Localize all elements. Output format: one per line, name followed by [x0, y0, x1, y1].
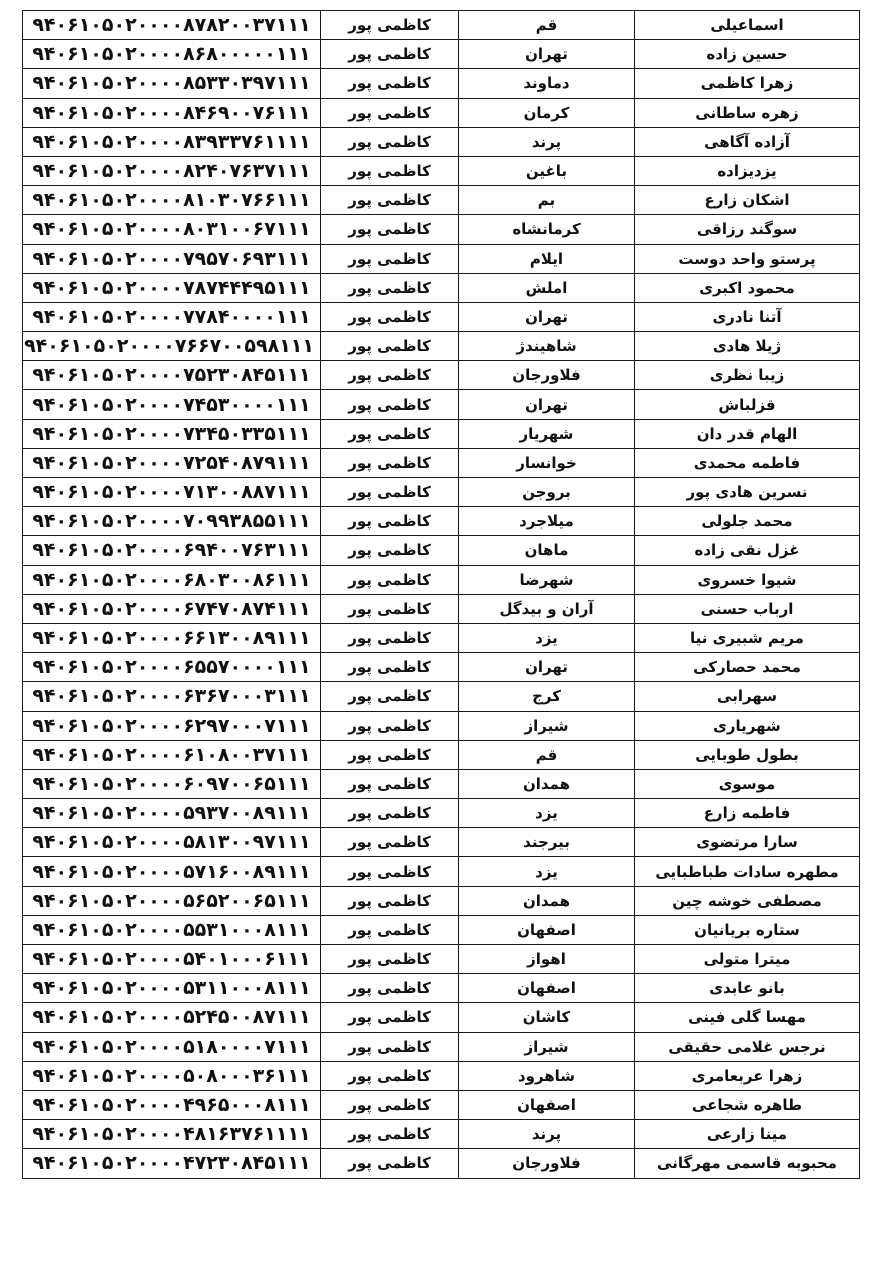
person-name-cell: طاهره شجاعی: [635, 1090, 860, 1119]
table-row: [23, 974, 860, 1003]
table-row: [23, 273, 860, 302]
person-name-cell: محبوبه قاسمی مهرگانی: [635, 1149, 860, 1178]
supervisor-cell: کاظمی پور: [321, 1003, 459, 1032]
supervisor-cell: کاظمی پور: [321, 302, 459, 331]
person-name-cell: قزلباش: [635, 390, 860, 419]
person-name-cell: سهرابی: [635, 682, 860, 711]
supervisor-cell: کاظمی پور: [321, 478, 459, 507]
table-row: [23, 857, 860, 886]
person-name-cell: مینا زارعی: [635, 1120, 860, 1149]
supervisor-cell: کاظمی پور: [321, 974, 459, 1003]
supervisor-cell: کاظمی پور: [321, 1120, 459, 1149]
supervisor-cell: کاظمی پور: [321, 565, 459, 594]
account-number-cell: ۹۴۰۶۱۰۵۰۲۰۰۰۰۵۳۱۱۰۰۰۸۱۱۱: [23, 974, 321, 1003]
person-name-cell: ارباب حسنی: [635, 594, 860, 623]
city-cell: تهران: [459, 40, 635, 69]
city-cell: پرند: [459, 127, 635, 156]
table-row: [23, 565, 860, 594]
supervisor-cell: کاظمی پور: [321, 98, 459, 127]
person-name-cell: سارا مرتضوی: [635, 828, 860, 857]
supervisor-cell: کاظمی پور: [321, 828, 459, 857]
person-name-cell: شهریاری: [635, 711, 860, 740]
person-name-cell: محمد جلولی: [635, 507, 860, 536]
table-row: [23, 98, 860, 127]
account-number-cell: ۹۴۰۶۱۰۵۰۲۰۰۰۰۸۱۰۳۰۷۶۶۱۱۱: [23, 186, 321, 215]
supervisor-cell: کاظمی پور: [321, 886, 459, 915]
account-number-cell: ۹۴۰۶۱۰۵۰۲۰۰۰۰۸۷۸۲۰۰۳۷۱۱۱: [23, 11, 321, 40]
table-row: [23, 11, 860, 40]
supervisor-cell: کاظمی پور: [321, 711, 459, 740]
account-number-cell: ۹۴۰۶۱۰۵۰۲۰۰۰۰۸۴۶۹۰۰۷۶۱۱۱: [23, 98, 321, 127]
supervisor-cell: کاظمی پور: [321, 273, 459, 302]
city-cell: کرمان: [459, 98, 635, 127]
city-cell: تهران: [459, 653, 635, 682]
person-name-cell: حسین زاده: [635, 40, 860, 69]
city-cell: باغین: [459, 156, 635, 185]
account-number-cell: ۹۴۰۶۱۰۵۰۲۰۰۰۰۸۰۳۱۰۰۶۷۱۱۱: [23, 215, 321, 244]
account-number-cell: ۹۴۰۶۱۰۵۰۲۰۰۰۰۵۲۴۵۰۰۸۷۱۱۱: [23, 1003, 321, 1032]
city-cell: ایلام: [459, 244, 635, 273]
city-cell: بم: [459, 186, 635, 215]
city-cell: پرند: [459, 1120, 635, 1149]
supervisor-cell: کاظمی پور: [321, 507, 459, 536]
supervisor-cell: کاظمی پور: [321, 40, 459, 69]
table-row: [23, 127, 860, 156]
account-number-cell: ۹۴۰۶۱۰۵۰۲۰۰۰۰۷۵۲۳۰۸۴۵۱۱۱: [23, 361, 321, 390]
table-row: [23, 536, 860, 565]
city-cell: همدان: [459, 769, 635, 798]
supervisor-cell: کاظمی پور: [321, 186, 459, 215]
city-cell: کاشان: [459, 1003, 635, 1032]
account-number-cell: ۹۴۰۶۱۰۵۰۲۰۰۰۰۷۱۳۰۰۸۸۷۱۱۱: [23, 478, 321, 507]
supervisor-cell: کاظمی پور: [321, 1149, 459, 1178]
table-row: [23, 419, 860, 448]
supervisor-cell: کاظمی پور: [321, 390, 459, 419]
person-name-cell: ستاره بریانیان: [635, 915, 860, 944]
table-row: [23, 740, 860, 769]
person-name-cell: فاطمه زارع: [635, 799, 860, 828]
table-row: [23, 828, 860, 857]
supervisor-cell: کاظمی پور: [321, 799, 459, 828]
person-name-cell: اشکان زارع: [635, 186, 860, 215]
account-number-cell: ۹۴۰۶۱۰۵۰۲۰۰۰۰۶۵۵۷۰۰۰۰۱۱۱: [23, 653, 321, 682]
table-row: [23, 448, 860, 477]
person-name-cell: مصطفی خوشه چین: [635, 886, 860, 915]
city-cell: همدان: [459, 886, 635, 915]
city-cell: میلاجرد: [459, 507, 635, 536]
person-name-cell: سوگند رزاقی: [635, 215, 860, 244]
account-number-cell: ۹۴۰۶۱۰۵۰۲۰۰۰۰۶۱۰۸۰۰۳۷۱۱۱: [23, 740, 321, 769]
account-number-cell: ۹۴۰۶۱۰۵۰۲۰۰۰۰۴۸۱۶۳۷۶۱۱۱۱: [23, 1120, 321, 1149]
table-row: [23, 302, 860, 331]
city-cell: اصفهان: [459, 915, 635, 944]
supervisor-cell: کاظمی پور: [321, 682, 459, 711]
supervisor-cell: کاظمی پور: [321, 1032, 459, 1061]
city-cell: خوانسار: [459, 448, 635, 477]
supervisor-cell: کاظمی پور: [321, 332, 459, 361]
roster-sheet: [22, 10, 859, 1179]
account-number-cell: ۹۴۰۶۱۰۵۰۲۰۰۰۰۸۵۳۳۰۳۹۷۱۱۱: [23, 69, 321, 98]
person-name-cell: پرستو واحد دوست: [635, 244, 860, 273]
person-name-cell: آتنا نادری: [635, 302, 860, 331]
person-name-cell: زهره ساطانی: [635, 98, 860, 127]
supervisor-cell: کاظمی پور: [321, 127, 459, 156]
account-number-cell: ۹۴۰۶۱۰۵۰۲۰۰۰۰۷۴۵۳۰۰۰۰۱۱۱: [23, 390, 321, 419]
table-row: [23, 769, 860, 798]
account-number-cell: ۹۴۰۶۱۰۵۰۲۰۰۰۰۸۶۸۰۰۰۰۰۱۱۱: [23, 40, 321, 69]
supervisor-cell: کاظمی پور: [321, 945, 459, 974]
table-row: [23, 156, 860, 185]
city-cell: یزد: [459, 857, 635, 886]
city-cell: کرج: [459, 682, 635, 711]
supervisor-cell: کاظمی پور: [321, 653, 459, 682]
city-cell: املش: [459, 273, 635, 302]
table-row: [23, 945, 860, 974]
table-row: [23, 361, 860, 390]
account-number-cell: ۹۴۰۶۱۰۵۰۲۰۰۰۰۵۱۸۰۰۰۰۷۱۱۱: [23, 1032, 321, 1061]
person-name-cell: اسماعیلی: [635, 11, 860, 40]
account-number-cell: ۹۴۰۶۱۰۵۰۲۰۰۰۰۴۷۲۳۰۸۴۵۱۱۱: [23, 1149, 321, 1178]
supervisor-cell: کاظمی پور: [321, 857, 459, 886]
person-name-cell: میترا متولی: [635, 945, 860, 974]
account-number-cell: ۹۴۰۶۱۰۵۰۲۰۰۰۰۶۲۹۷۰۰۰۷۱۱۱: [23, 711, 321, 740]
account-number-cell: ۹۴۰۶۱۰۵۰۲۰۰۰۰۵۶۵۲۰۰۶۵۱۱۱: [23, 886, 321, 915]
account-number-cell: ۹۴۰۶۱۰۵۰۲۰۰۰۰۴۹۶۵۰۰۰۸۱۱۱: [23, 1090, 321, 1119]
table-row: [23, 332, 860, 361]
table-row: [23, 244, 860, 273]
table-row: [23, 594, 860, 623]
account-number-cell: ۹۴۰۶۱۰۵۰۲۰۰۰۰۷۷۸۴۰۰۰۰۱۱۱: [23, 302, 321, 331]
city-cell: یزد: [459, 799, 635, 828]
person-name-cell: زهرا کاظمی: [635, 69, 860, 98]
city-cell: شاهرود: [459, 1061, 635, 1090]
city-cell: تهران: [459, 302, 635, 331]
account-number-cell: ۹۴۰۶۱۰۵۰۲۰۰۰۰۶۶۱۳۰۰۸۹۱۱۱: [23, 623, 321, 652]
account-number-cell: ۹۴۰۶۱۰۵۰۲۰۰۰۰۷۰۹۹۳۸۵۵۱۱۱: [23, 507, 321, 536]
account-number-cell: ۹۴۰۶۱۰۵۰۲۰۰۰۰۵۵۳۱۰۰۰۸۱۱۱: [23, 915, 321, 944]
person-name-cell: نسرین هادی پور: [635, 478, 860, 507]
account-number-cell: ۹۴۰۶۱۰۵۰۲۰۰۰۰۵۴۰۱۰۰۰۶۱۱۱: [23, 945, 321, 974]
city-cell: قم: [459, 740, 635, 769]
account-number-cell: ۹۴۰۶۱۰۵۰۲۰۰۰۰۵۹۳۷۰۰۸۹۱۱۱: [23, 799, 321, 828]
city-cell: اصفهان: [459, 1090, 635, 1119]
table-row: [23, 478, 860, 507]
city-cell: اهواز: [459, 945, 635, 974]
account-number-cell: ۹۴۰۶۱۰۵۰۲۰۰۰۰۵۸۱۳۰۰۹۷۱۱۱: [23, 828, 321, 857]
city-cell: اصفهان: [459, 974, 635, 1003]
city-cell: یزد: [459, 623, 635, 652]
city-cell: شیراز: [459, 1032, 635, 1061]
table-row: [23, 682, 860, 711]
account-number-cell: ۹۴۰۶۱۰۵۰۲۰۰۰۰۶۸۰۳۰۰۸۶۱۱۱: [23, 565, 321, 594]
account-number-cell: ۹۴۰۶۱۰۵۰۲۰۰۰۰۸۲۴۰۷۶۳۷۱۱۱: [23, 156, 321, 185]
supervisor-cell: کاظمی پور: [321, 11, 459, 40]
person-name-cell: زهرا عربعامری: [635, 1061, 860, 1090]
account-number-cell: ۹۴۰۶۱۰۵۰۲۰۰۰۰۷۳۴۵۰۳۳۵۱۱۱: [23, 419, 321, 448]
city-cell: شیراز: [459, 711, 635, 740]
table-row: [23, 40, 860, 69]
city-cell: بیرجند: [459, 828, 635, 857]
supervisor-cell: کاظمی پور: [321, 244, 459, 273]
table-row: [23, 186, 860, 215]
person-name-cell: یزدیزاده: [635, 156, 860, 185]
table-row: [23, 390, 860, 419]
account-number-cell: ۹۴۰۶۱۰۵۰۲۰۰۰۰۷۶۶۷۰۰۵۹۸۱۱۱: [23, 332, 321, 361]
person-name-cell: نرجس غلامی حقیقی: [635, 1032, 860, 1061]
table-row: [23, 1149, 860, 1178]
table-row: [23, 1032, 860, 1061]
table-row: [23, 653, 860, 682]
supervisor-cell: کاظمی پور: [321, 1061, 459, 1090]
account-number-cell: ۹۴۰۶۱۰۵۰۲۰۰۰۰۷۸۷۴۴۴۹۵۱۱۱: [23, 273, 321, 302]
supervisor-cell: کاظمی پور: [321, 740, 459, 769]
person-name-cell: آزاده آگاهی: [635, 127, 860, 156]
city-cell: تهران: [459, 390, 635, 419]
city-cell: قم: [459, 11, 635, 40]
person-name-cell: بطول طوبایی: [635, 740, 860, 769]
city-cell: فلاورجان: [459, 361, 635, 390]
supervisor-cell: کاظمی پور: [321, 769, 459, 798]
person-name-cell: مطهره سادات طباطبایی: [635, 857, 860, 886]
account-number-cell: ۹۴۰۶۱۰۵۰۲۰۰۰۰۵۰۸۰۰۰۳۶۱۱۱: [23, 1061, 321, 1090]
supervisor-cell: کاظمی پور: [321, 536, 459, 565]
supervisor-cell: کاظمی پور: [321, 156, 459, 185]
city-cell: شهریار: [459, 419, 635, 448]
person-name-cell: شیوا خسروی: [635, 565, 860, 594]
person-name-cell: ژیلا هادی: [635, 332, 860, 361]
person-name-cell: فاطمه محمدی: [635, 448, 860, 477]
person-name-cell: مهسا گلی فینی: [635, 1003, 860, 1032]
person-name-cell: بانو عابدی: [635, 974, 860, 1003]
person-name-cell: الهام قدر دان: [635, 419, 860, 448]
account-number-cell: ۹۴۰۶۱۰۵۰۲۰۰۰۰۶۹۴۰۰۷۶۳۱۱۱: [23, 536, 321, 565]
city-cell: کرمانشاه: [459, 215, 635, 244]
person-name-cell: موسوی: [635, 769, 860, 798]
person-name-cell: مریم شبیری نیا: [635, 623, 860, 652]
supervisor-cell: کاظمی پور: [321, 361, 459, 390]
supervisor-cell: کاظمی پور: [321, 69, 459, 98]
city-cell: بروجن: [459, 478, 635, 507]
supervisor-cell: کاظمی پور: [321, 215, 459, 244]
roster-body: [23, 11, 860, 1179]
supervisor-cell: کاظمی پور: [321, 419, 459, 448]
supervisor-cell: کاظمی پور: [321, 915, 459, 944]
account-number-cell: ۹۴۰۶۱۰۵۰۲۰۰۰۰۶۷۴۷۰۸۷۴۱۱۱: [23, 594, 321, 623]
person-name-cell: محمود اکبری: [635, 273, 860, 302]
table-row: [23, 886, 860, 915]
table-row: [23, 215, 860, 244]
table-row: [23, 1003, 860, 1032]
table-row: [23, 623, 860, 652]
account-number-cell: ۹۴۰۶۱۰۵۰۲۰۰۰۰۸۳۹۳۳۷۶۱۱۱۱: [23, 127, 321, 156]
table-row: [23, 1120, 860, 1149]
city-cell: فلاورجان: [459, 1149, 635, 1178]
supervisor-cell: کاظمی پور: [321, 623, 459, 652]
account-number-cell: ۹۴۰۶۱۰۵۰۲۰۰۰۰۷۹۵۷۰۶۹۳۱۱۱: [23, 244, 321, 273]
person-name-cell: زیبا نظری: [635, 361, 860, 390]
table-row: [23, 711, 860, 740]
table-row: [23, 799, 860, 828]
supervisor-cell: کاظمی پور: [321, 448, 459, 477]
table-row: [23, 1061, 860, 1090]
city-cell: شهرضا: [459, 565, 635, 594]
supervisor-cell: کاظمی پور: [321, 594, 459, 623]
account-number-cell: ۹۴۰۶۱۰۵۰۲۰۰۰۰۵۷۱۶۰۰۸۹۱۱۱: [23, 857, 321, 886]
account-number-cell: ۹۴۰۶۱۰۵۰۲۰۰۰۰۷۲۵۴۰۸۷۹۱۱۱: [23, 448, 321, 477]
city-cell: ماهان: [459, 536, 635, 565]
table-row: [23, 1090, 860, 1119]
person-name-cell: غزل نقی زاده: [635, 536, 860, 565]
table-row: [23, 507, 860, 536]
table-row: [23, 915, 860, 944]
city-cell: شاهیندژ: [459, 332, 635, 361]
city-cell: آران و بیدگل: [459, 594, 635, 623]
roster-table: [22, 10, 860, 1179]
person-name-cell: محمد حصارکی: [635, 653, 860, 682]
account-number-cell: ۹۴۰۶۱۰۵۰۲۰۰۰۰۶۳۶۷۰۰۰۳۱۱۱: [23, 682, 321, 711]
supervisor-cell: کاظمی پور: [321, 1090, 459, 1119]
city-cell: دماوند: [459, 69, 635, 98]
table-row: [23, 69, 860, 98]
account-number-cell: ۹۴۰۶۱۰۵۰۲۰۰۰۰۶۰۹۷۰۰۶۵۱۱۱: [23, 769, 321, 798]
